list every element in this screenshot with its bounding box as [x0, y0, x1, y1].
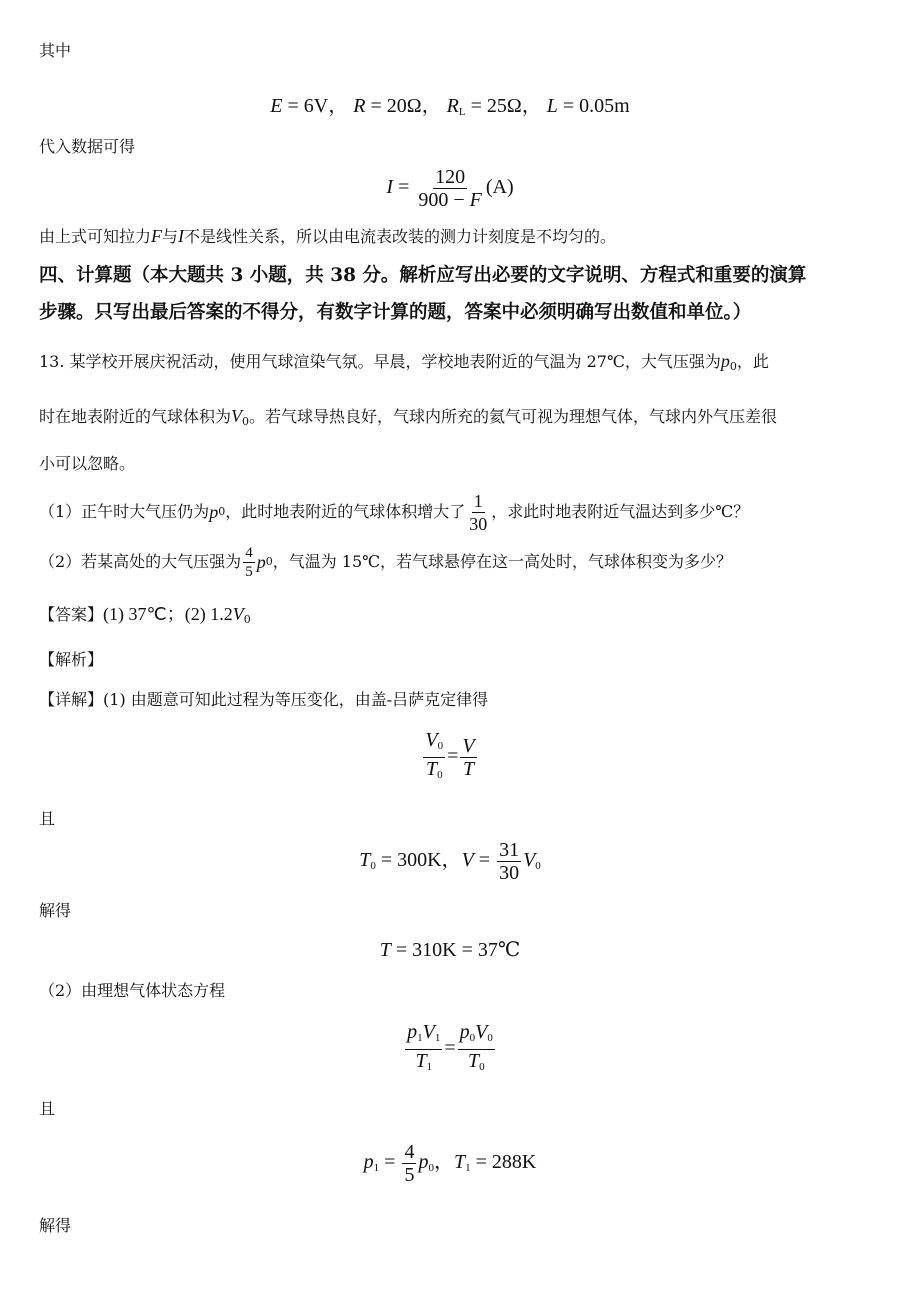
var-T: T [415, 1050, 427, 1072]
denominator [424, 758, 445, 786]
sub-0: 0 [729, 360, 737, 373]
question13-line2 [39, 406, 777, 432]
answer-line [39, 604, 251, 630]
sub2-prefix: （2）若某高处的大气压强为 [39, 552, 242, 571]
sub1-mid: ，此时地表附近的气球体积增大了 [225, 502, 466, 521]
var-I: I [386, 176, 394, 199]
question13-line1 [39, 351, 769, 377]
analysis-label: 【解析】 [39, 650, 104, 669]
givens-equation [0, 89, 900, 118]
conclusion-line [39, 226, 616, 247]
q13-text-2: 时在地表附近的气球体积为 [39, 407, 232, 426]
detail-line [39, 690, 488, 710]
sub-0: 0 [242, 415, 250, 428]
denominator: 30 [469, 513, 488, 534]
denominator [413, 1050, 434, 1078]
numerator [405, 1021, 442, 1050]
var-V: V [523, 849, 536, 872]
var-F: F [151, 226, 163, 246]
q13-tail-2: 。若气球导热良好，气球内所充的氦气可视为理想气体，气球内外气压差很 [249, 407, 778, 426]
equation-p1-T1 [0, 1141, 900, 1186]
numerator: 4 [404, 1141, 415, 1163]
numerator [423, 729, 445, 758]
fraction-31-30 [497, 839, 521, 884]
conclusion-part2: 与 [162, 227, 179, 246]
sub-0: 0 [265, 555, 273, 568]
label-and-2: 且 [39, 1099, 56, 1118]
value-L: = 0.05m [557, 95, 630, 117]
conclusion-part1: 由上式可知拉力 [39, 227, 152, 246]
var-T: T [359, 849, 371, 872]
answer-text: (1) 37℃；(2) 1.2 [103, 604, 233, 624]
var-V: V [231, 406, 243, 426]
numerator: 4 [245, 544, 253, 561]
equation-ideal-gas: $\frac{p_1V_1}{T_1}$ = $\frac{p_0V_0}{T_0}$ [0, 1021, 900, 1078]
var-V: V [425, 729, 438, 751]
equals-sign: = [379, 1151, 401, 1174]
var-V: V [461, 849, 474, 872]
fraction-V0-T0 [423, 729, 445, 786]
var-p: p [256, 552, 266, 572]
sub-1: 1 [465, 1162, 471, 1175]
var-R: R [353, 95, 366, 117]
denominator [416, 189, 484, 211]
var-F: F [469, 189, 482, 211]
var-V: V [475, 1021, 488, 1043]
fraction-V-T [460, 735, 476, 780]
sub-1: 1 [426, 1061, 433, 1073]
unit-ampere: (A) [485, 176, 514, 199]
var-V: V [462, 735, 475, 757]
sub-0: 0 [469, 1032, 476, 1044]
question13-line3: 小可以忽略。 [39, 454, 136, 473]
label-and-1: 且 [39, 809, 56, 828]
answer-label: 【答案】 [39, 605, 104, 624]
var-T: T [462, 758, 475, 780]
sub-0: 0 [243, 613, 251, 626]
sub1-tail: ，求此时地表附近气温达到多少℃？ [491, 502, 750, 521]
conclusion-part3: 不是线性关系，所以由电流表改装的测力计刻度是不均匀的。 [184, 227, 617, 246]
numerator: 1 [473, 490, 483, 511]
sub-0: 0 [437, 740, 444, 752]
var-V: V [422, 1021, 435, 1043]
subquestion-2 [39, 540, 732, 584]
detail-label: 【详解】 [39, 690, 104, 709]
fraction-four-fifths [243, 544, 255, 581]
var-E: E [270, 95, 283, 117]
var-L: L [546, 95, 558, 117]
value-T: = 310K = 37℃ [390, 939, 521, 961]
denominator-number: 900 − [418, 189, 470, 211]
sub-1: 1 [373, 1162, 380, 1175]
value-RL: = 25Ω， [465, 95, 542, 117]
var-p: p [720, 351, 730, 371]
equals-sign: = [473, 849, 496, 872]
fraction-one-thirtieth [467, 490, 489, 535]
denominator: 5 [404, 1164, 415, 1186]
var-T: T [379, 939, 391, 961]
sub-0: 0 [479, 1061, 485, 1073]
var-p: p [418, 1151, 429, 1174]
label-qizhong: 其中 [39, 41, 72, 60]
label-solve-1: 解得 [39, 901, 72, 920]
detail-part1-intro: (1) 由题意可知此过程为等压变化，由盖-吕萨克定律得 [103, 690, 489, 709]
equation-T-result [0, 937, 900, 962]
section-heading-line1: 四、计算题（本大题共 3 小题，共 38 分。解析应写出必要的文字说明、方程式和重要的演算 [39, 265, 807, 286]
q13-text-1: 13. 某学校开展庆祝活动，使用气球渲染气氛。早晨，学校地表附近的气温为 27℃，大气压强为 [39, 352, 721, 371]
sub-1: 1 [434, 1032, 441, 1044]
var-V: V [232, 604, 244, 624]
sub-0: 0 [535, 860, 541, 873]
label-solve-2: 解得 [39, 1216, 72, 1235]
var-p: p [209, 502, 219, 522]
sub1-prefix: （1）正午时大气压仍为 [39, 502, 210, 521]
value-T1: = 288K [470, 1151, 537, 1174]
var-I: I [178, 226, 185, 246]
sub-0: 0 [428, 1162, 434, 1175]
equation-T0-V [0, 839, 900, 884]
sub-0: 0 [370, 860, 376, 873]
sub-1: 1 [417, 1032, 423, 1044]
denominator: 5 [245, 563, 253, 580]
var-p: p [459, 1021, 470, 1043]
value-E: = 6V， [282, 95, 349, 117]
value-R: = 20Ω， [365, 95, 442, 117]
sub-0: 0 [437, 769, 443, 781]
equals-sign: = [393, 176, 415, 199]
numerator [458, 1021, 495, 1050]
var-RL: R [446, 95, 459, 117]
sub-0: 0 [487, 1032, 493, 1044]
current-formula [0, 166, 900, 211]
fraction-p0V0-T0 [458, 1021, 495, 1078]
equation-gay-lussac: $\frac{V_0}{T_0}$ = $\frac{V}{T}$ [0, 729, 900, 786]
q13-tail-1: ，此 [736, 352, 769, 371]
detail-part2-intro: （2）由理想气体状态方程 [39, 981, 226, 1000]
sub-0: 0 [218, 505, 226, 518]
numerator: 120 [435, 166, 466, 188]
var-p: p [363, 1151, 374, 1174]
label-substitute: 代入数据可得 [39, 137, 136, 156]
var-T: T [425, 758, 438, 780]
separator: ， [433, 1151, 454, 1174]
var-T: T [467, 1050, 480, 1072]
denominator [466, 1050, 487, 1078]
value-T0: = 300K， [375, 849, 462, 872]
var-p: p [407, 1021, 418, 1043]
fraction-4-5 [402, 1141, 416, 1186]
sub-L: L [458, 106, 466, 118]
subquestion-1 [39, 490, 749, 534]
fraction-p1V1-T1 [405, 1021, 442, 1078]
denominator: 30 [499, 862, 520, 884]
fraction [416, 166, 484, 211]
var-T: T [453, 1151, 466, 1174]
numerator: 31 [499, 839, 520, 861]
sub2-tail: ，气温为 15℃，若气球悬停在这一高处时，气球体积变为多少？ [272, 552, 733, 571]
section-heading-line2: 步骤。只写出最后答案的不得分，有数字计算的题，答案中必须明确写出数值和单位。） [39, 302, 752, 323]
